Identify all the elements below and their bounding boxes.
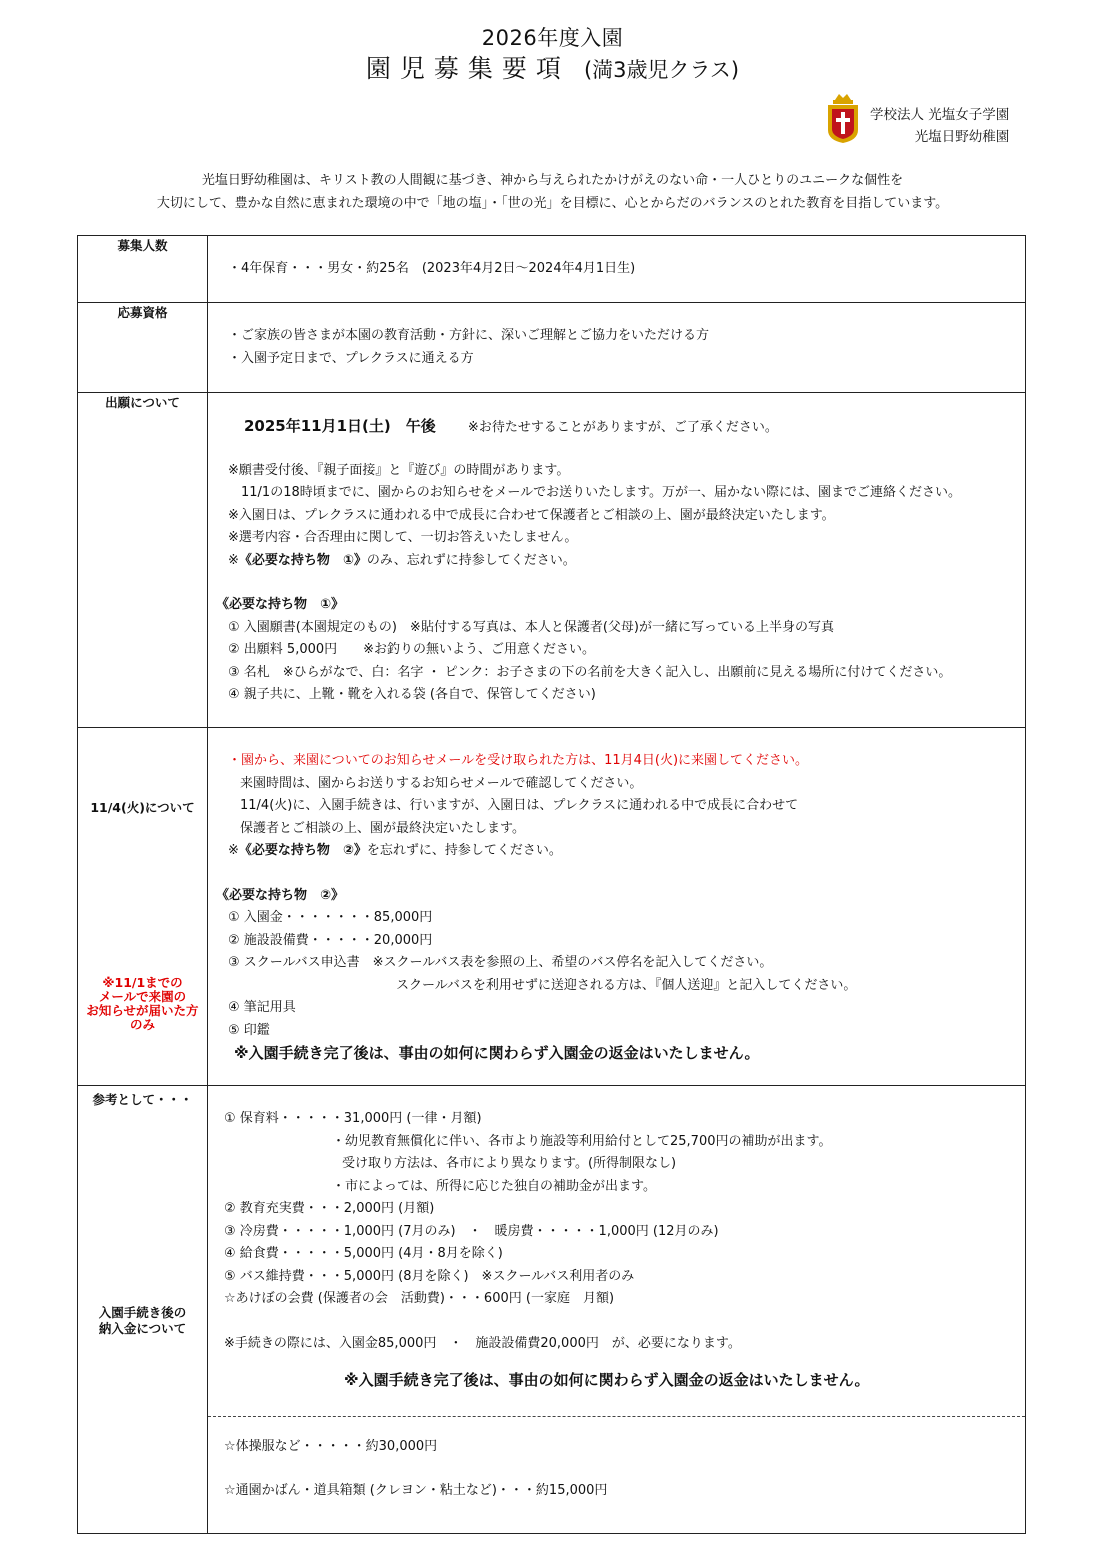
fees-label-1: 入園手続き後の bbox=[98, 1305, 187, 1320]
capacity-row bbox=[78, 236, 1026, 303]
visit-item-4: ④ 筆記用具 bbox=[228, 1000, 296, 1015]
fee-line-5: ② 教育充実費・・・2,000円 (月額) bbox=[224, 1201, 435, 1216]
visit-row bbox=[78, 728, 1026, 1086]
school-crest-icon bbox=[826, 92, 860, 144]
visit-bring-note-bold: 《必要な持ち物 ②》 bbox=[238, 843, 367, 858]
application-items-title: 《必要な持ち物 ①》 bbox=[216, 597, 345, 612]
application-item-3: ③ 名札 ※ひらがなで、白：名字 ・ ピンク：お子さまの下の名前を大きく記入し、出願前に見える場所に付けてください。 bbox=[228, 664, 952, 680]
extra-line-1: ☆体操服など・・・・・約30,000円 bbox=[224, 1438, 438, 1454]
page-title bbox=[0, 49, 1105, 85]
fee-line-4: ・市によっては、所得に応じた独自の補助金が出ます。 bbox=[332, 1178, 656, 1194]
application-note-2: 11/1の18時頃までに、園からのお知らせをメールでお送りいたします。万が一、届かない際には、園までご連絡ください。 bbox=[228, 485, 962, 500]
qualification-line-2: ・入園予定日まで、プレクラスに通える方 bbox=[228, 350, 474, 366]
visit-label-note-2: メールで来園の bbox=[98, 989, 187, 1004]
fee-line-2: ・幼児教育無償化に伴い、各市より施設等利用給付として25,700円の補助が出ます。 bbox=[332, 1133, 832, 1149]
fee-line-8: ⑤ バス維持費・・・5,000円 (8月を除く) ※スクールバス利用者のみ bbox=[224, 1268, 635, 1284]
visit-line-1: 来園時間は、園からお送りするお知らせメールで確認してください。 bbox=[240, 775, 643, 791]
sub-title: (満3歳児クラス) bbox=[583, 58, 740, 82]
fees-label bbox=[78, 1305, 207, 1337]
fee-warning: ※入園手続き完了後は、事由の如何に関わらず入園金の返金はいたしません。 bbox=[344, 1371, 870, 1389]
application-date: 2025年11月1日(土) 午後 bbox=[244, 417, 436, 435]
visit-line-2: 11/4(火)に、入園手続きは、行いますが、入園日は、プレクラスに通われる中で成長に合わせて bbox=[240, 798, 799, 813]
fee-procedure-note: ※手続きの際には、入園金85,000円 ・ 施設設備費20,000円 が、必要になります。 bbox=[224, 1335, 741, 1351]
year-title: 2026年度入園 bbox=[481, 26, 624, 50]
bring-note-prefix: ※ bbox=[228, 552, 239, 568]
visit-bring-note bbox=[228, 840, 1025, 863]
qualification-line-1: ・ご家族の皆さまが本園の教育活動・方針に、深いご理解とご協力をいただける方 bbox=[228, 328, 710, 343]
bring-note-suffix: のみ、忘れずに持参してください。 bbox=[366, 552, 576, 568]
application-item-4: ④ 親子共に、上靴・靴を入れる袋 (各自で、保管してください) bbox=[228, 687, 596, 702]
org-line-1: 学校法人 光塩女子学園 bbox=[870, 107, 1010, 123]
application-row bbox=[78, 393, 1026, 728]
visit-warning: ※入園手続き完了後は、事由の如何に関わらず入園金の返金はいたしません。 bbox=[234, 1044, 760, 1062]
application-item-1: ① 入園願書(本園規定のもの) ※貼付する写真は、本人と保護者(父母)が一緒に写っている上半身の写真 bbox=[228, 619, 834, 635]
capacity-label: 募集人数 bbox=[78, 236, 208, 303]
visit-item-3-cont: スクールバスを利用せずに送迎される方は、『個人送迎』と記入してください。 bbox=[396, 977, 857, 993]
visit-item-1: ① 入園金・・・・・・・85,000円 bbox=[228, 910, 433, 925]
visit-line-3: 保護者とご相談の上、園が最終決定いたします。 bbox=[240, 820, 525, 836]
visit-bring-note-suffix: を忘れずに、持参してください。 bbox=[366, 843, 562, 858]
visit-label-note-3: お知らせが届いた方 bbox=[86, 1003, 199, 1018]
visit-item-3: ③ スクールバス申込書 ※スクールバス表を参照の上、希望のバス停名を記入してください。 bbox=[228, 955, 773, 970]
intro-line-2: 大切にして、豊かな自然に恵まれた環境の中で「地の塩」・「世の光」を目標に、心とからだのバランスのとれた教育を目指しています。 bbox=[156, 196, 949, 211]
application-item-2: ② 出願料 5,000円 ※お釣りの無いよう、ご用意ください。 bbox=[228, 642, 596, 657]
fee-line-9: ☆あけぼの会費 (保護者の会 活動費)・・・600円 (一家庭 月額) bbox=[224, 1291, 615, 1306]
intro-paragraph bbox=[0, 169, 1105, 215]
visit-bring-note-prefix: ※ bbox=[228, 843, 239, 858]
qualification-row bbox=[78, 303, 1026, 393]
organization-name bbox=[870, 104, 1009, 148]
application-note-1: ※願書受付後、『親子面接』と『遊び』の時間があります。 bbox=[228, 462, 570, 478]
bring-note-bold: 《必要な持ち物 ①》 bbox=[238, 552, 367, 568]
application-note-4: ※選考内容・合否理由に関して、一切お答えいたしません。 bbox=[228, 530, 578, 545]
application-label: 出願について bbox=[78, 393, 208, 728]
fees-label-2: 納入金について bbox=[98, 1321, 187, 1336]
main-title: 園児募集要項 bbox=[365, 54, 570, 83]
application-bring-note bbox=[228, 550, 1025, 573]
fee-line-6: ③ 冷房費・・・・・1,000円 (7月のみ) ・ 暖房費・・・・・1,000円 (12月のみ) bbox=[224, 1223, 719, 1239]
qualification-label: 応募資格 bbox=[78, 303, 208, 393]
visit-item-5: ⑤ 印鑑 bbox=[228, 1022, 270, 1038]
application-date-note: ※お待たせすることがありますが、ご了承ください。 bbox=[467, 420, 778, 435]
fees-top-label: 参考として・・・ bbox=[92, 1092, 193, 1107]
visit-label: 11/4(火)について bbox=[90, 800, 195, 815]
visit-items-title: 《必要な持ち物 ②》 bbox=[216, 887, 345, 903]
visit-label-note-1: ※11/1までの bbox=[102, 975, 183, 990]
extra-line-2: ☆通園かばん・道具箱類 (クレヨン・粘土など)・・・約15,000円 bbox=[224, 1483, 608, 1498]
org-line-2: 光塩日野幼稚園 bbox=[914, 129, 1010, 145]
fees-row bbox=[78, 1086, 1026, 1534]
intro-line-1: 光塩日野幼稚園は、キリスト教の人間観に基づき、神から与えられたかけがえのない命・一人ひとりのユニークな個性を bbox=[201, 173, 904, 188]
fee-line-3: 受け取り方法は、各市により異なります。(所得制限なし) bbox=[342, 1156, 677, 1171]
visit-item-2: ② 施設設備費・・・・・20,000円 bbox=[228, 932, 433, 948]
capacity-text: ・4年保育・・・男女・約25名 (2023年4月2日～2024年4月1日生) bbox=[228, 260, 636, 276]
requirements-table bbox=[77, 235, 1026, 1534]
fee-line-1: ① 保育料・・・・・31,000円 (一律・月額) bbox=[224, 1111, 482, 1126]
visit-red-line: ・園から、来園についてのお知らせメールを受け取られた方は、11月4日(火)に来園してください。 bbox=[228, 753, 809, 768]
application-note-3: ※入園日は、プレクラスに通われる中で成長に合わせて保護者とご相談の上、園が最終決定いたします。 bbox=[228, 507, 835, 523]
fee-line-7: ④ 給食費・・・・・5,000円 (4月・8月を除く) bbox=[224, 1246, 503, 1261]
visit-label-note bbox=[78, 976, 207, 1032]
visit-label-note-4: のみ bbox=[129, 1017, 155, 1032]
